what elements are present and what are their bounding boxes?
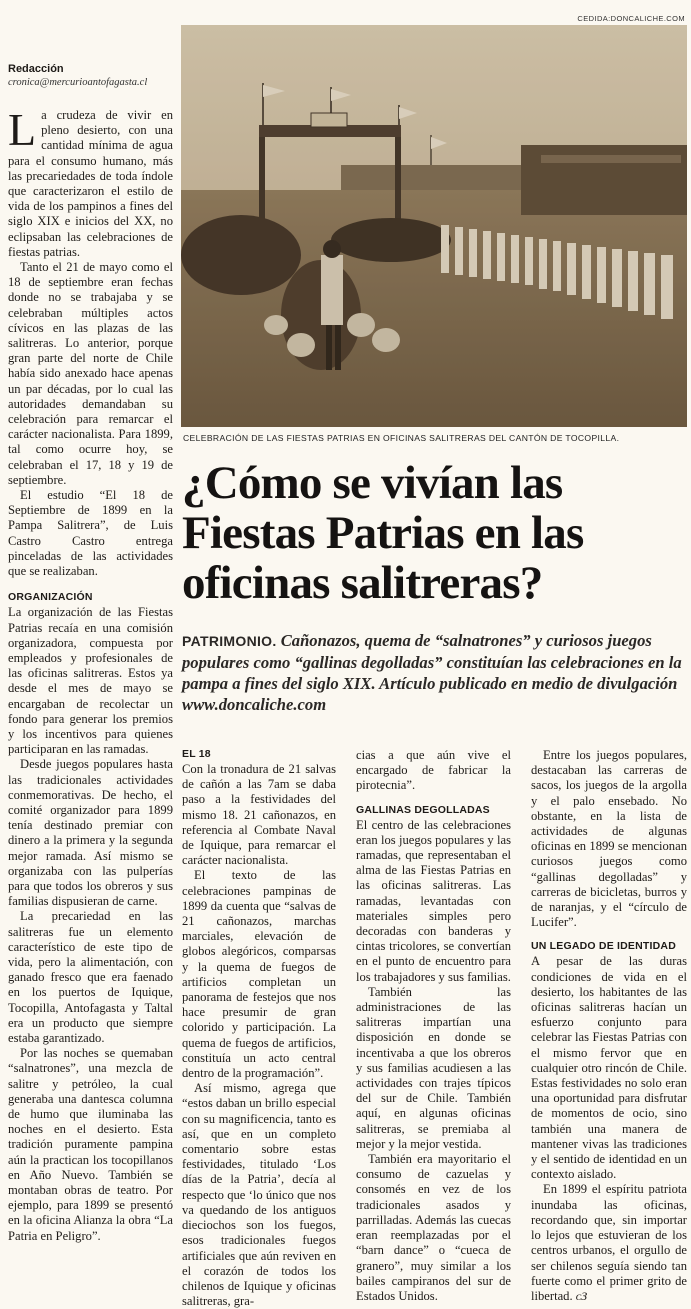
column-4 bbox=[531, 748, 687, 1303]
paragraph-5: Desde juegos populares hasta las tradicionales actividades conmemorativas. De hecho, el comité organizador para 1899 tenía destinado premiar con dinero a la primera y la segunda mejor ramada. Así mismo se organizaba con las pulperías para que todos los obreros y sus familias dispusieran de carne. bbox=[8, 757, 173, 909]
paragraph-6: La precariedad en las salitreras fue un elemento característico de este tipo de vida, pero la alimentación, con ganado fresco que era faenado en los puertos de Iquique, Tocopilla, Antofagasta y Taltal era un producto que siempre estaba garantizado. bbox=[8, 909, 173, 1045]
column-3 bbox=[356, 748, 511, 1303]
paragraph-legado-1: A pesar de las duras condiciones de vida en el desierto, los habitantes de las oficinas salitreras hacían un esfuerzo conjunto para celebrar las Fiestas Patrias con el mismo fervor que en cualquier otro rincón de Chile. Estas festividades no solo eran una oportunidad para disfrutar de momentos de ocio, sino también una manera de mantener vivas las tradiciones y el sentido de identidad en un contexto aislado. bbox=[531, 954, 687, 1182]
subheading-organizacion: ORGANIZACIÓN bbox=[8, 591, 93, 604]
historic-photo bbox=[181, 25, 687, 427]
paragraph-legado-2: En 1899 el espíritu patriota inundaba las oficinas, recordando que, sin importar lo lejos que estuvieran de los centros urbanos, el orgullo de ser chilenos seguía siendo tan fuerte como el primer grito de libertad. ᴄЗ bbox=[531, 1182, 687, 1303]
column-1 bbox=[8, 104, 173, 1288]
photo-credit: CEDIDA:DONCALICHE.COM bbox=[577, 14, 685, 23]
headline: ¿Cómo se vivían las Fiestas Patrias en las oficinas salitreras? bbox=[182, 457, 584, 609]
paragraph-1: La crudeza de vivir en pleno desierto, con una cantidad mínima de agua para el consumo humano, más las precariedades de toda índole que caracterizaron el estilo de vida de los pampinos a fines del siglo XIX e inicios del XX, no eclipsaban las celebraciones de fiestas patrias. bbox=[8, 104, 173, 259]
photo-caption: CELEBRACIÓN DE LAS FIESTAS PATRIAS EN OFICINAS SALITRERAS DEL CANTÓN DE TOCOPILLA. bbox=[183, 433, 620, 443]
deck bbox=[182, 630, 687, 715]
subheading-legado: UN LEGADO DE IDENTIDAD bbox=[531, 940, 676, 953]
paragraph-continued: cias a que aún vive el encargado de fabricar la pirotecnia”. bbox=[356, 748, 511, 793]
subheading-el-18: EL 18 bbox=[182, 748, 211, 760]
author-email[interactable]: cronica@mercurioantofagasta.cl bbox=[8, 77, 148, 88]
paragraph-gallinas-1: El centro de las celebraciones eran los juegos populares y las ramadas, que representaban el alma de las Fiestas Patrias en las oficinas salitreras. Las ramadas, levantadas con materiales simples pero decoradas con banderas y cintas tricolores, se convertían en el punto de encuentro para los trabajadores y sus familias. bbox=[356, 817, 511, 984]
byline bbox=[8, 63, 173, 88]
paragraph-3: El estudio “El 18 de Septiembre de 1899 en la Pampa Salitrera”, de Luis Castro Castro entrega pinceladas de las actividades que se realizaban. bbox=[8, 488, 173, 579]
column-2 bbox=[182, 748, 336, 1309]
subheading-gallinas-degolladas: GALLINAS DEGOLLADAS bbox=[356, 803, 490, 816]
paragraph-7: Por las noches se quemaban “salnatrones”, una mezcla de salitre y petróleo, la cual generaba una dantesca columna de humo que iluminaba las noches en el desierto. Esta tradición puramente pampina aún la practican los tocopillanos en Año Nuevo. También se montaban obras de teatro. Por ejemplo, para 1899 se presentó en la oficina Alianza la obra “La Patria en Peligro”. bbox=[8, 1046, 173, 1243]
author-name: Redacción bbox=[8, 63, 64, 75]
drop-cap: L bbox=[8, 104, 37, 155]
paragraph-4: La organización de las Fiestas Patrias recaía en una comisión organizadora, compuesta por empleados y profesionales de las oficinas salitreras. Estos ya desde el mes de mayo se encargaban de recolectar un fondo para generar los premios y los incentivos para quienes participaran en las ramadas. bbox=[8, 605, 173, 757]
paragraph-el18-2: El texto de las celebraciones pampinas de 1899 da cuenta que “salvas de 21 cañonazos, marchas marciales, elevación de globos alegóricos, comparsas y la quema de fuegos de artificios completan un panorama de festejos que nos hace presumir de gran colorido y participación. La quema de fuegos de artificios, constituía un acto central dentro de la programación”. bbox=[182, 868, 336, 1081]
end-mark-icon: ᴄЗ bbox=[575, 1288, 588, 1303]
paragraph-el18-3: Así mismo, agrega que “estos daban un brillo especial con su magnificencia, tanto es así, que en un completo comentario sobre estas festividades, titulado ‘Los días de la Patria’, decía al respecto que ‘lo único que nos va quedando de los antiguos dieciochos son los fuegos, esos tradicionales fuegos artificiales que aún reviven en el corazón de todos los chilenos de Iquique y oficinas salitreras, gra- bbox=[182, 1081, 336, 1309]
deck-text: Cañonazos, quema de “salnatrones” y curiosos juegos populares como “gallinas degolladas” constituían las celebraciones en la pampa a fines del siglo XIX. Artículo publicado en medio de divulgación www.doncaliche.com bbox=[182, 631, 682, 714]
photo-illustration bbox=[181, 25, 687, 427]
deck-kicker: PATRIMONIO. bbox=[182, 633, 277, 649]
paragraph-2: Tanto el 21 de mayo como el 18 de septiembre eran fechas donde no se trabajaba y se celebraban múltiples actos cívicos en las plazas de las salitreras. Lo anterior, porque gran parte del norte de Chile había sido anexado hace apenas un par décadas, por lo cual las autoridades demandaban su celebración para remarcar el carácter nacionalista. Para 1899, tal como ocurre hoy, se celebraban el 17, 18 y 19 de septiembre. bbox=[8, 260, 173, 487]
paragraph-gallinas-3: También era mayoritario el consumo de cazuelas y consomés en vez de los tradicionales asados y parrilladas. Además las cuecas eran reemplazadas por el “barn dance” o “cueca de granero”, muy similar a los bailes campiranos del sur de Estados Unidos. bbox=[356, 1152, 511, 1303]
paragraph-juegos: Entre los juegos populares, destacaban las carreras de sacos, los juegos de la argolla y el palo ensebado. No obstante, en la lista de actividades de algunas oficinas en 1899 se mencionan curiosos juegos como “gallinas degolladas” y carreras de bicicletas, burros y de naranjas, y el “círculo de Lucifer”. bbox=[531, 748, 687, 930]
paragraph-gallinas-2: También las administraciones de las salitreras impartían una disposición en donde se incentivaba a que los obreros y sus familias acudiesen a las actividades con trajes típicos del sur de Chile. También aquí, en algunas oficinas salitreras, se premiaba al mejor y la mejor vestida. bbox=[356, 984, 511, 1151]
paragraph-el18-1: Con la tronadura de 21 salvas de cañón a las 7am se daba paso a la festividades del mismo 18. 21 cañonazos, en referencia al Combate Naval de Iquique, para remarcar el carácter nacionalista. bbox=[182, 762, 336, 868]
